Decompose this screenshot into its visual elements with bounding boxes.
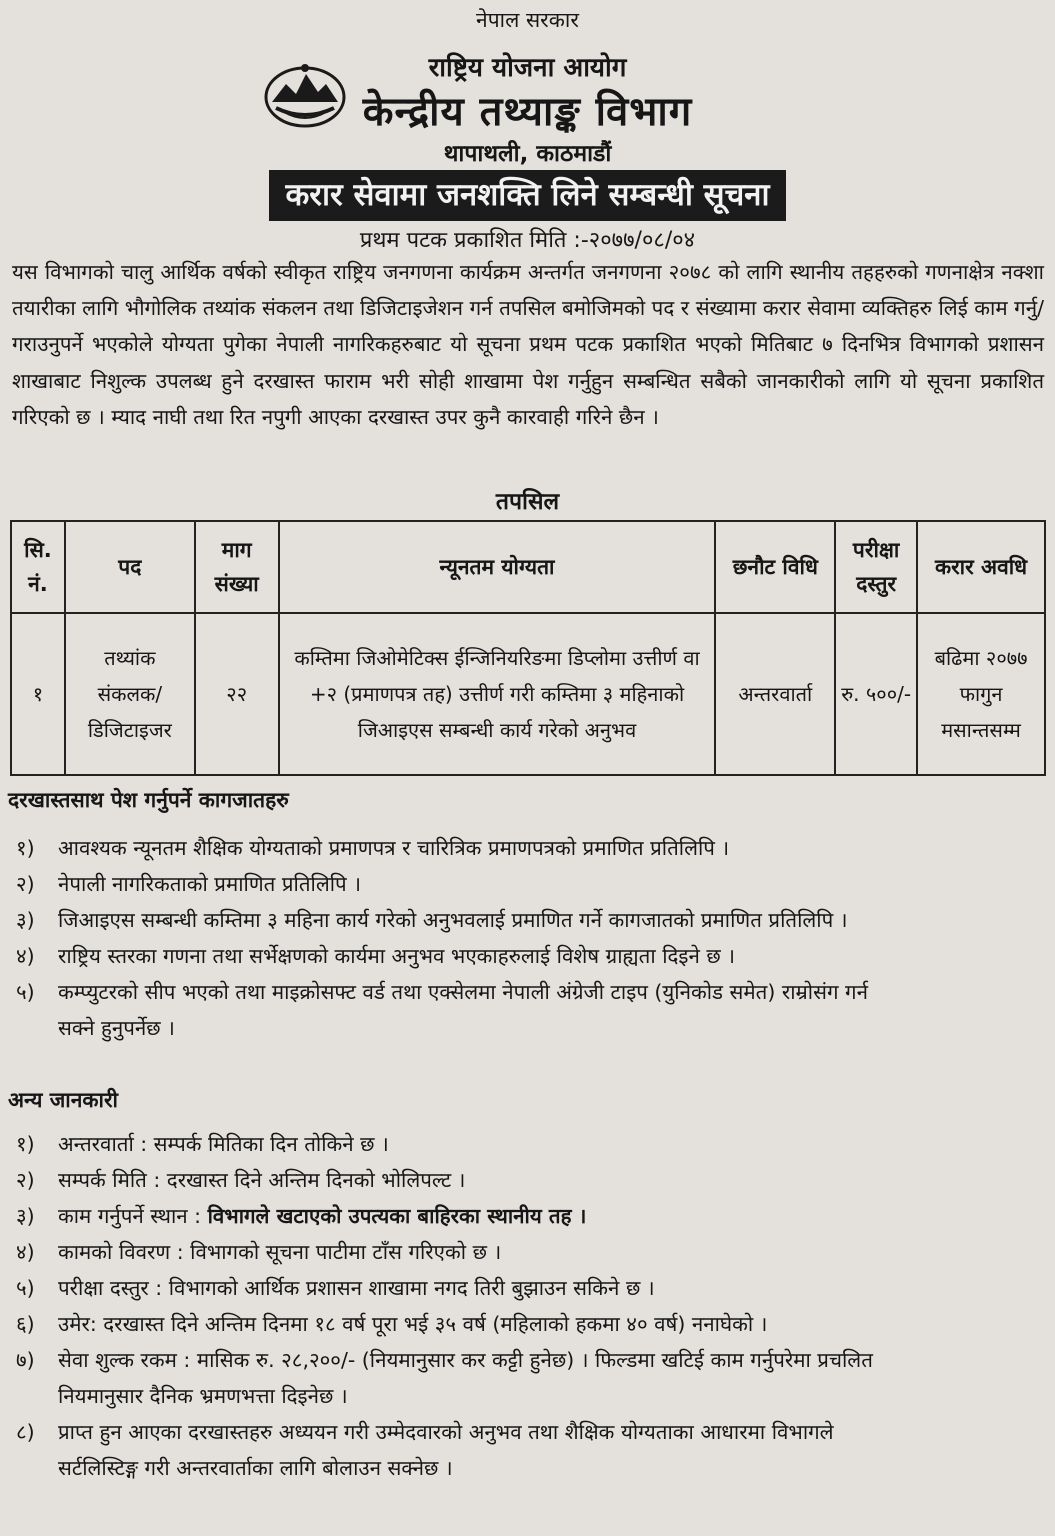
list-item: ६) उमेर: दरखास्त दिने अन्तिम दिनमा १८ वर्ष पूरा भई ३५ वर्ष (महिलाको हकमा ४० वर्ष) ननाघेको ।: [16, 1312, 768, 1336]
cell-demand: २२: [195, 613, 279, 775]
posts-table: [10, 520, 1046, 776]
header-qualification: न्यूनतम योग्यता: [279, 521, 716, 613]
table-header-row: [11, 521, 1045, 613]
list-item: ३) जिआइएस सम्बन्धी कम्तिमा ३ महिना कार्य गरेको अनुभवलाई प्रमाणित गर्ने कागजातको प्रमाणित प्रतिलिपि ।: [16, 908, 848, 932]
list-item: ७) सेवा शुल्क रकम : मासिक रु. २८,२००/- (नियमानुसार कर कट्टी हुनेछ) । फिल्डमा खटिई काम गर्नुपरेमा प्रचलित: [16, 1348, 873, 1372]
list-item: ५) परीक्षा दस्तुर : विभागको आर्थिक प्रशासन शाखामा नगद तिरी बुझाउन सकिने छ ।: [16, 1276, 655, 1300]
cell-post: तथ्यांक संकलक/ डिजिटाइजर: [65, 613, 195, 775]
cell-selection: अन्तरवार्ता: [715, 613, 835, 775]
list-item: १) आवश्यक न्यूनतम शैक्षिक योग्यताको प्रमाणपत्र र चारित्रिक प्रमाणपत्रको प्रमाणित प्रतिलिपि ।: [16, 836, 730, 860]
list-item: ५) कम्प्युटरको सीप भएको तथा माइक्रोसफ्ट वर्ड तथा एक्सेलमा नेपाली अंग्रेजी टाइप (युनिकोड समेत) राम्रोसंग गर्न: [16, 980, 868, 1004]
header-demand: माग संख्या: [195, 521, 279, 613]
cell-qualification: कम्तिमा जिओमेटिक्स ईन्जिनियरिङमा डिप्लोमा उत्तीर्ण वा +२ (प्रमाणपत्र तह) उत्तीर्ण गरी कम्तिमा ३ महिनाको जिआइएस सम्बन्धी कार्य गरेको अनुभव: [279, 613, 716, 775]
notice-title: करार सेवामा जनशक्ति लिने सम्बन्धी सूचना: [269, 170, 785, 221]
list-item-continuation: सर्टलिस्टिङ्ग गरी अन्तरवार्ताका लागि बोलाउन सक्नेछ ।: [58, 1456, 453, 1480]
header-fee: परीक्षा दस्तुर: [835, 521, 917, 613]
cell-sn: १: [11, 613, 65, 775]
department-name: केन्द्रीय तथ्याङ्क विभाग: [362, 89, 693, 135]
commission-name: राष्ट्रिय योजना आयोग: [428, 53, 627, 83]
list-item: ४) कामको विवरण : विभागको सूचना पाटीमा टाँस गरिएको छ ।: [16, 1240, 502, 1264]
header-post: पद: [65, 521, 195, 613]
list-item: ४) राष्ट्रिय स्तरका गणना तथा सर्भेक्षणको कार्यमा अनुभव भएकाहरुलाई विशेष ग्राह्यता दिइने छ ।: [16, 944, 735, 968]
list-item-continuation: नियमानुसार दैनिक भ्रमणभत्ता दिइनेछ ।: [58, 1384, 348, 1408]
list-item: ३) काम गर्नुपर्ने स्थान : विभागले खटाएको उपत्यका बाहिरका स्थानीय तह ।: [16, 1204, 587, 1228]
header-sn: सि. नं.: [11, 521, 65, 613]
other-info-list: [16, 1126, 1044, 1486]
department-address: थापाथली, काठमाडौं: [443, 141, 612, 167]
government-name: नेपाल सरकार: [476, 8, 579, 32]
header-selection: छनौट विधि: [715, 521, 835, 613]
list-item-continuation: सक्ने हुनुपर्नेछ ।: [58, 1016, 175, 1040]
intro-paragraph: यस विभागको चालु आर्थिक वर्षको स्वीकृत राष्ट्रिय जनगणना कार्यक्रम अन्तर्गत जनगणना २०७८ को लागि स्थानीय तहहरुको गणनाक्षेत्र नक्शा तयारीका लागि भौगोलिक तथ्यांक संकलन तथा डिजिटाइजेशन गर्न तपसिल बमोजिमको पद र संख्यामा करार सेवामा व्यक्तिहरु लिई काम गर्नु/गराउनुपर्ने भएकोले योग्यता पुगेका नेपाली नागरिकहरुबाट यो सूचना प्रथम पटक प्रकाशित भएको मितिबाट ७ दिनभित्र विभागको प्रशासन शाखाबाट निशुल्क उपलब्ध हुने दरखास्त फाराम भरी सोही शाखामा पेश गर्नुहुन सम्बन्धित सबैको जानकारीको लागि यो सूचना प्रकाशित गरिएको छ । म्याद नाघी तथा रित नपुगी आएका दरखास्त उपर कुनै कारवाही गरिने छैन ।: [12, 260, 1044, 429]
list-item: २) सम्पर्क मिति : दरखास्त दिने अन्तिम दिनको भोलिपल्ट ।: [16, 1168, 466, 1192]
list-item: २) नेपाली नागरिकताको प्रमाणित प्रतिलिपि ।: [16, 872, 361, 896]
cell-fee: रु. ५००/-: [835, 613, 917, 775]
list-item: ८) प्राप्त हुन आएका दरखास्तहरु अध्ययन गरी उम्मेदवारको अनुभव तथा शैक्षिक योग्यताका आधारमा विभागले: [16, 1420, 834, 1444]
publication-date: प्रथम पटक प्रकाशित मिति :-२०७७/०८/०४: [359, 228, 696, 253]
list-item: १) अन्तरवार्ता : सम्पर्क मितिका दिन तोकिने छ ।: [16, 1132, 389, 1156]
table-row: [11, 613, 1045, 775]
schedule-title: तपसिल: [495, 489, 560, 515]
documents-heading: दरखास्तसाथ पेश गर्नुपर्ने कागजातहरु: [8, 788, 289, 812]
header-term: करार अवधि: [917, 521, 1045, 613]
other-info-heading: अन्य जानकारी: [8, 1088, 119, 1112]
documents-list: [16, 830, 1044, 1046]
cell-term: बढिमा २०७७ फागुन मसान्तसम्म: [917, 613, 1045, 775]
